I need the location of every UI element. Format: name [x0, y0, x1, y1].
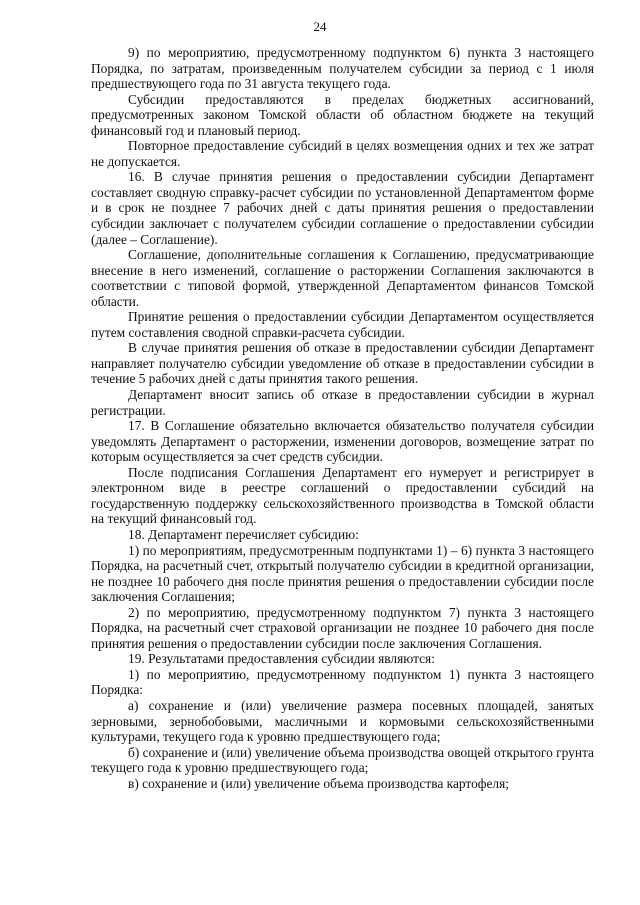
paragraph-clause-19-item-1: 1) по мероприятию, предусмотренному подпунктом 1) пункта 3 настоящего Порядка:: [91, 666, 594, 698]
paragraph-clause-19-item-a: а) сохранение и (или) увеличение размера посевных площадей, занятых зерновыми, зернобобовыми, масличными и кормовыми сельскохозяйственными культурами, текущего года к уровню предшествующего года;: [91, 697, 594, 745]
paragraph-clause-19-item-b: б) сохранение и (или) увеличение объема производства овощей открытого грунта текущего года к уровню предшествующего года;: [91, 744, 594, 776]
paragraph-repeat-subsidy: Повторное предоставление субсидий в целях возмещения одних и тех же затрат не допускается.: [91, 138, 594, 169]
paragraph-clause-18-item-2: 2) по мероприятию, предусмотренному подпунктом 7) пункта 3 настоящего Порядка, на расчетный счет страховой организации не позднее 10 рабочего дня после принятия решения о предоставлении субсидии после заключения Соглашения.: [91, 604, 594, 651]
paragraph-agreement-form: Соглашение, дополнительные соглашения к Соглашению, предусматривающие внесение в него изменений, соглашение о расторжении Соглашения заключаются в соответствии с типовой формой, утвержденной Департаментом финансов Томской области.: [91, 247, 594, 309]
paragraph-clause-19: 19. Результатами предоставления субсидии являются:: [128, 651, 435, 667]
paragraph-clause-18: 18. Департамент перечисляет субсидию:: [128, 526, 359, 542]
paragraph-refusal-log: Департамент вносит запись об отказе в предоставлении субсидии в журнал регистрации.: [91, 387, 594, 418]
paragraph-refusal: В случае принятия решения об отказе в предоставлении субсидии Департамент направляет получателю субсидии уведомление об отказе в предоставлении субсидии в течение 5 рабочих дней с даты принятия такого решения.: [91, 340, 594, 387]
page-number: 24: [313, 19, 327, 34]
paragraph-clause-18-item-1: 1) по мероприятиям, предусмотренным подпунктами 1) – 6) пункта 3 настоящего Порядка, на расчетный счет, открытый получателю субсидии в кредитной организации, не позднее 10 рабочего дня после принятия решения о предоставлении субсидии после заключения Соглашения;: [91, 542, 594, 605]
paragraph-clause-17: 17. В Соглашение обязательно включается обязательство получателя субсидии уведомлять Департамент о расторжении, изменении договоров, возмещение затрат по которым осуществляется за счет средств субсидии.: [91, 418, 594, 465]
paragraph-registration: После подписания Соглашения Департамент его нумерует и регистрирует в электронном виде в реестре соглашений о предоставлении субсидий на государственную поддержку сельскохозяйственного производства в Томской области на текущий финансовый год.: [91, 464, 594, 527]
paragraph-item-9: 9) по мероприятию, предусмотренному подпунктом 6) пункта 3 настоящего Порядка, по затратам, произведенным получателем субсидии за период с 1 июля предшествующего года по 31 августа текущего года.: [91, 45, 594, 92]
paragraph-clause-16: 16. В случае принятия решения о предоставлении субсидии Департамент составляет сводную справку-расчет субсидии по установленной Департаментом форме и в срок не позднее 7 рабочих дней с даты принятия решения о предоставлении субсидии заключает с получателем субсидии соглашение о предоставлении субсидии (далее – Соглашение).: [91, 169, 594, 247]
paragraph-clause-19-item-c: в) сохранение и (или) увеличение объема производства картофеля;: [128, 775, 509, 791]
document-body: [91, 45, 594, 791]
paragraph-subsidy-budget: Субсидии предоставляются в пределах бюджетных ассигнований, предусмотренных законом Томской области об областном бюджете на текущий финансовый год и плановый период.: [91, 91, 594, 138]
paragraph-decision: Принятие решения о предоставлении субсидии Департаментом осуществляется путем составления сводной справки-расчета субсидии.: [91, 309, 594, 340]
